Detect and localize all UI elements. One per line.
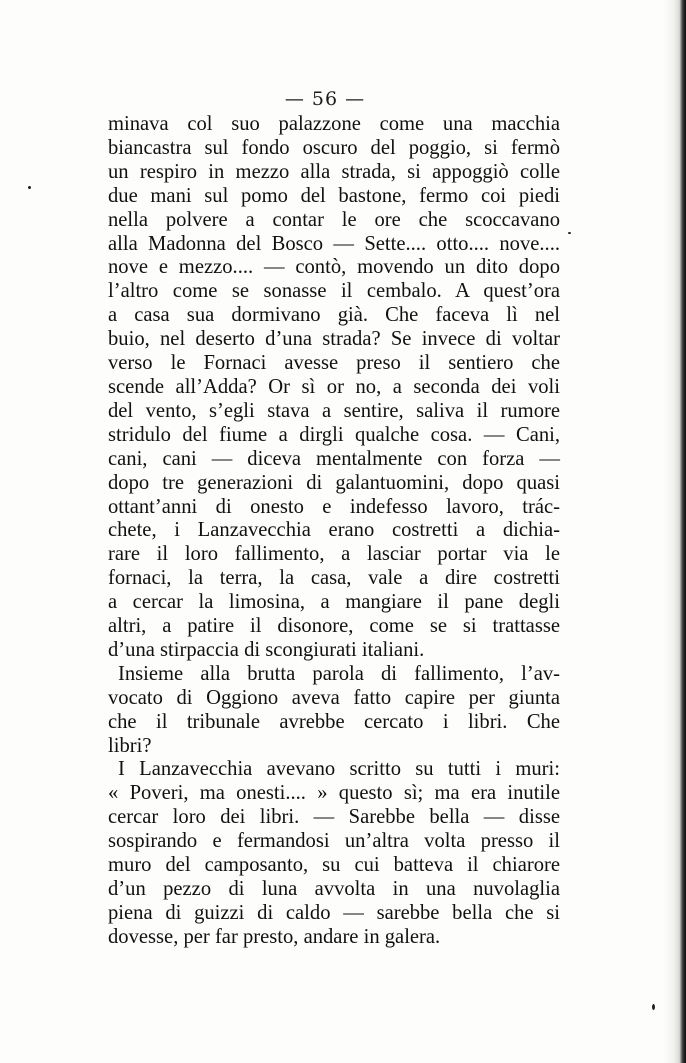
text-line: vocato di Oggiono aveva fatto capire per giunta	[108, 686, 560, 709]
text-line: I Lanzavecchia avevano scritto su tutti i muri:	[118, 758, 560, 781]
text-line: libri?	[108, 734, 152, 757]
text-line: dovesse, per far presto, andare in galera.	[108, 925, 441, 948]
text-line: due mani sul pomo del bastone, fermo coi piedi	[108, 184, 560, 207]
text-line: un respiro in mezzo alla strada, si appoggiò colle	[108, 160, 560, 183]
binding-edge	[664, 0, 686, 1063]
text-line: piena di guizzi di caldo — sarebbe bella che si	[108, 901, 560, 924]
text-line: chete, i Lanzavecchia erano costretti a dichia-	[108, 519, 560, 542]
text-line: a casa sua dormivano già. Che faceva lì nel	[108, 304, 560, 327]
body-text	[108, 113, 560, 950]
text-line: verso le Fornaci avesse preso il sentiero che	[108, 352, 560, 375]
text-line: alla Madonna del Bosco — Sette.... otto.... nove....	[108, 232, 560, 255]
text-line: minava col suo palazzone come una macchia	[108, 113, 560, 135]
page-number: — 56 —	[284, 88, 366, 110]
text-line: muro del camposanto, su cui batteva il chiarore	[108, 854, 560, 877]
text-line: fornaci, la terra, la casa, vale a dire costretti	[108, 567, 560, 590]
text-line: nella polvere a contar le ore che scoccavano	[108, 208, 560, 231]
text-line: d’una stirpaccia di scongiurati italiani.	[108, 638, 425, 661]
print-speck	[568, 232, 571, 234]
print-speck	[652, 1004, 655, 1010]
text-line: a cercar la limosina, a mangiare il pane degli	[108, 591, 560, 614]
text-line: biancastra sul fondo oscuro del poggio, si fermò	[108, 136, 560, 159]
text-line: Insieme alla brutta parola di fallimento, l’av-	[118, 662, 560, 685]
text-line: sospirando e fermandosi un’altra volta presso il	[108, 830, 560, 853]
text-line: cercar loro dei libri. — Sarebbe bella — disse	[108, 806, 560, 829]
text-line: buio, nel deserto d’una strada? Se invece di voltar	[108, 328, 560, 351]
text-line: d’un pezzo di luna avvolta in una nuvolaglia	[108, 878, 560, 900]
print-speck	[28, 186, 31, 189]
text-line: scende all’Adda? Or sì or no, a seconda dei voli	[108, 375, 560, 398]
text-line: che il tribunale avrebbe cercato i libri. Che	[108, 710, 560, 733]
text-line: l’altro come se sonasse il cembalo. A quest’ora	[108, 280, 560, 303]
text-line: ottant’anni di onesto e indefesso lavoro, trác-	[108, 495, 560, 518]
text-line: dopo tre generazioni di galantuomini, dopo quasi	[108, 471, 560, 494]
text-line: rare il loro fallimento, a lasciar portar via le	[108, 543, 560, 566]
text-line: nove e mezzo.... — contò, movendo un dito dopo	[108, 256, 560, 279]
text-line: « Poveri, ma onesti.... » questo sì; ma era inutile	[108, 782, 560, 805]
text-line: altri, a patire il disonore, come se si trattasse	[108, 615, 560, 638]
text-line: cani, cani — diceva mentalmente con forza —	[108, 447, 560, 470]
text-line: del vento, s’egli stava a sentire, saliva il rumore	[108, 399, 560, 422]
text-line: stridulo del fiume a dirgli qualche cosa. — Cani,	[108, 423, 560, 446]
